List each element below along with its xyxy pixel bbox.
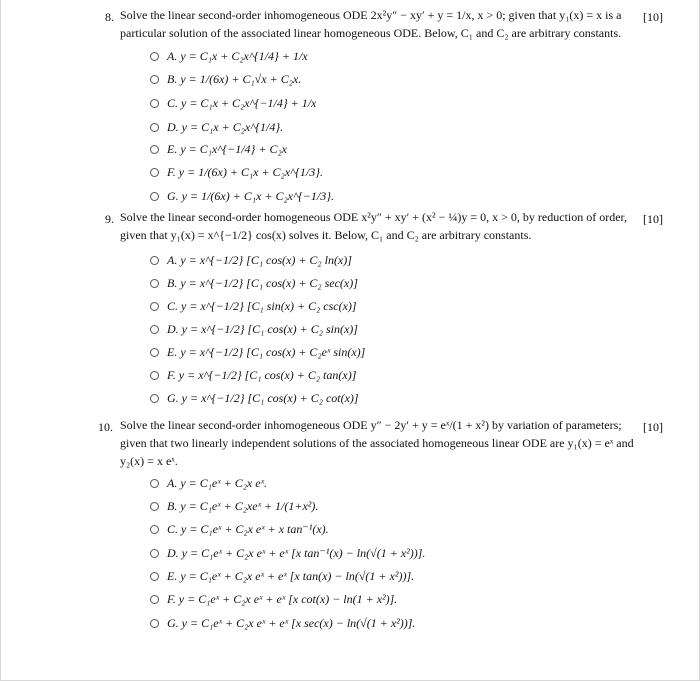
question-number: 10.	[98, 420, 113, 434]
option-a[interactable]	[150, 474, 267, 492]
option-c[interactable]	[150, 297, 357, 315]
radio-button[interactable]	[150, 168, 159, 177]
option-a[interactable]	[150, 47, 308, 65]
option-label: B. y = x^{−1/2} [C₁ cos(x) + C₂ sec(x)]	[167, 275, 358, 290]
question-text: Solve the linear second-order inhomogeneous ODE y″ − 2y′ + y = eˣ/(1 + x²) by variation of parameters; given that two linearly independent solutions of the associated homogeneous linear ODE are y₁(x) = eˣ and y₂(x) = x eˣ.	[120, 418, 634, 468]
radio-button[interactable]	[150, 145, 159, 154]
option-label: B. y = C₁eˣ + C₂xeˣ + 1/(1+x²).	[167, 498, 319, 513]
option-a[interactable]	[150, 251, 352, 269]
option-label: D. y = C₁x + C₂x^{1/4}.	[167, 119, 284, 134]
option-label: B. y = 1/(6x) + C₁√x + C₂x.	[167, 71, 302, 86]
option-f[interactable]	[150, 366, 356, 384]
option-b[interactable]	[150, 497, 318, 515]
option-e[interactable]	[150, 567, 414, 585]
radio-button[interactable]	[150, 479, 159, 488]
radio-button[interactable]	[150, 394, 159, 403]
option-label: C. y = x^{−1/2} [C₁ sin(x) + C₂ csc(x)]	[167, 298, 357, 313]
question-number: 8.	[105, 10, 114, 24]
option-e[interactable]	[150, 343, 365, 361]
option-g[interactable]	[150, 389, 359, 407]
option-d[interactable]	[150, 118, 283, 136]
option-g[interactable]	[150, 187, 334, 205]
radio-button[interactable]	[150, 371, 159, 380]
option-b[interactable]	[150, 70, 301, 88]
radio-button[interactable]	[150, 256, 159, 265]
option-c[interactable]	[150, 520, 329, 538]
radio-button[interactable]	[150, 325, 159, 334]
radio-button[interactable]	[150, 192, 159, 201]
option-label: G. y = C₁eˣ + C₂x eˣ + eˣ [x sec(x) − ln(√(1 + x²))].	[167, 615, 416, 630]
option-label: A. y = C₁x + C₂x^{1/4} + 1/x	[167, 48, 308, 63]
frame-left	[0, 0, 1, 681]
radio-button[interactable]	[150, 502, 159, 511]
option-d[interactable]	[150, 320, 358, 338]
question-text: Solve the linear second-order homogeneous ODE x²y″ + xy′ + (x² − ¼)y = 0, x > 0, by reduction of order, given that y₁(x) = x^{−1/2} cos(x) solves it. Below, C₁ and C₂ are arbitrary constants.	[120, 210, 628, 242]
option-e[interactable]	[150, 140, 287, 158]
option-label: F. y = C₁eˣ + C₂x eˣ + eˣ [x cot(x) − ln(1 + x²)].	[167, 591, 398, 606]
radio-button[interactable]	[150, 595, 159, 604]
radio-button[interactable]	[150, 348, 159, 357]
option-label: E. y = C₁eˣ + C₂x eˣ + eˣ [x tan(x) − ln(√(1 + x²))].	[167, 568, 415, 583]
option-label: F. y = x^{−1/2} [C₁ cos(x) + C₂ tan(x)]	[167, 367, 357, 382]
option-label: G. y = 1/(6x) + C₁x + C₂x^{−1/3}.	[167, 188, 335, 203]
option-label: F. y = 1/(6x) + C₁x + C₂x^{1/3}.	[167, 164, 324, 179]
radio-button[interactable]	[150, 619, 159, 628]
option-b[interactable]	[150, 274, 358, 292]
question-text: Solve the linear second-order inhomogeneous ODE 2x²y″ − xy′ + y = 1/x, x > 0; given that y₁(x) = x is a particular solution of the associated linear homogeneous ODE. Below, C₁ and C₂ are arbitrary constants.	[120, 8, 622, 40]
radio-button[interactable]	[150, 525, 159, 534]
question-points: [10]	[643, 212, 663, 226]
option-label: E. y = x^{−1/2} [C₁ cos(x) + C₂eˣ sin(x)]	[167, 344, 366, 359]
option-label: G. y = x^{−1/2} [C₁ cos(x) + C₂ cot(x)]	[167, 390, 359, 405]
radio-button[interactable]	[150, 75, 159, 84]
question-points: [10]	[643, 420, 663, 434]
option-label: E. y = C₁x^{−1/4} + C₂x	[167, 141, 287, 156]
option-label: C. y = C₁eˣ + C₂x eˣ + x tan⁻¹(x).	[167, 521, 329, 536]
question-number: 9.	[105, 212, 114, 226]
option-label: D. y = x^{−1/2} [C₁ cos(x) + C₂ sin(x)]	[167, 321, 358, 336]
radio-button[interactable]	[150, 279, 159, 288]
radio-button[interactable]	[150, 572, 159, 581]
option-label: C. y = C₁x + C₂x^{−1/4} + 1/x	[167, 95, 317, 110]
option-f[interactable]	[150, 163, 323, 181]
option-c[interactable]	[150, 94, 316, 112]
option-label: A. y = x^{−1/2} [C₁ cos(x) + C₂ ln(x)]	[167, 252, 352, 267]
option-label: A. y = C₁eˣ + C₂x eˣ.	[167, 475, 267, 490]
option-label: D. y = C₁eˣ + C₂x eˣ + eˣ [x tan⁻¹(x) − ln(√(1 + x²))].	[167, 545, 426, 560]
radio-button[interactable]	[150, 302, 159, 311]
radio-button[interactable]	[150, 123, 159, 132]
question-points: [10]	[643, 10, 663, 24]
radio-button[interactable]	[150, 99, 159, 108]
option-f[interactable]	[150, 590, 397, 608]
option-d[interactable]	[150, 544, 425, 562]
radio-button[interactable]	[150, 52, 159, 61]
option-g[interactable]	[150, 614, 415, 632]
radio-button[interactable]	[150, 549, 159, 558]
